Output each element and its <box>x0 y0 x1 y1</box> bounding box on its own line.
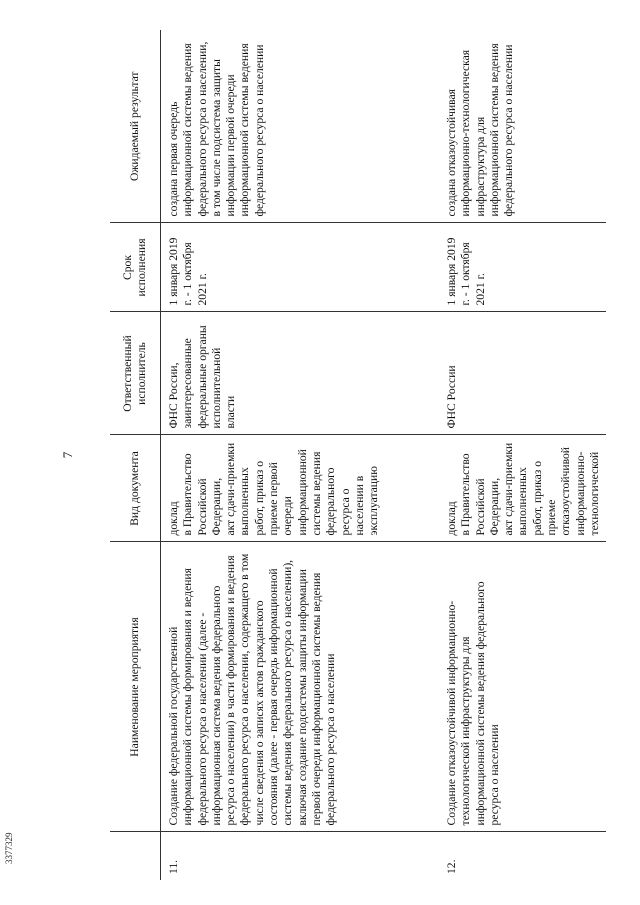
rotated-content <box>60 30 615 880</box>
row-number: 12. <box>445 859 458 874</box>
table-row <box>161 30 440 880</box>
expected-result: создана отказоустойчивая информационно-технологическая инфраструктура для информационной системы ведения федерального ресурса о населении <box>439 30 606 223</box>
table-header-row <box>110 30 161 880</box>
header-name: Наименование мероприятия <box>110 542 161 832</box>
page-number: 7 <box>60 451 75 459</box>
measure-name: Создание отказоустойчивой информационно-технологической инфраструктуры для информационной системы ведения федерального ресурса о населении <box>439 542 606 832</box>
header-deadline: Срок исполнения <box>110 223 161 312</box>
responsible-executor: ФНС России <box>439 312 606 435</box>
document-type: доклад в Правительство Российской Федерации, акт сдачи-приемки выполненных работ, приказ о приеме первой очереди информационной системы ведения федерального ресурса о населении в эксплуатацию <box>161 435 440 542</box>
measure-name: Создание федеральной государственной информационной системы формирования и ведения федерального ресурса о населении (далее - информационная система ведения федерального ресурса о населении) в части формирования и ведения федерального ресурса о населении, содержащего в том числе сведения о записях актов гражданского состояния (далее - первая очередь информационной системы ведения федерального ресурса о населении), включая создание подсистемы защиты информации первой очереди информационной системы ведения федерального ресурса о населении <box>161 542 440 832</box>
header-number <box>110 832 161 880</box>
table-row <box>439 30 606 880</box>
expected-result: создана первая очередь информационной системы ведения федерального ресурса о населении, в том числе подсистема защиты информации первой очереди информационной системы ведения федерального ресурса о населении <box>161 30 440 223</box>
header-document-type: Вид документа <box>110 435 161 542</box>
header-expected-result: Ожидаемый результат <box>110 30 161 223</box>
measures-table <box>110 30 606 880</box>
document-id: 3377329 <box>4 832 14 864</box>
responsible-executor: ФНС России, заинтересованные федеральные органы исполнительной власти <box>161 312 440 435</box>
header-responsible: Ответственный исполнитель <box>110 312 161 435</box>
deadline: 1 января 2019 г. - 1 октября 2021 г. <box>161 223 440 312</box>
deadline: 1 января 2019 г. - 1 октября 2021 г. <box>439 223 606 312</box>
document-type: доклад в Правительство Российской Федерации, акт сдачи-приемки выполненных работ, приказ о приеме отказоустойчивой информационно-технологической <box>439 435 606 542</box>
row-number: 11. <box>167 859 180 874</box>
